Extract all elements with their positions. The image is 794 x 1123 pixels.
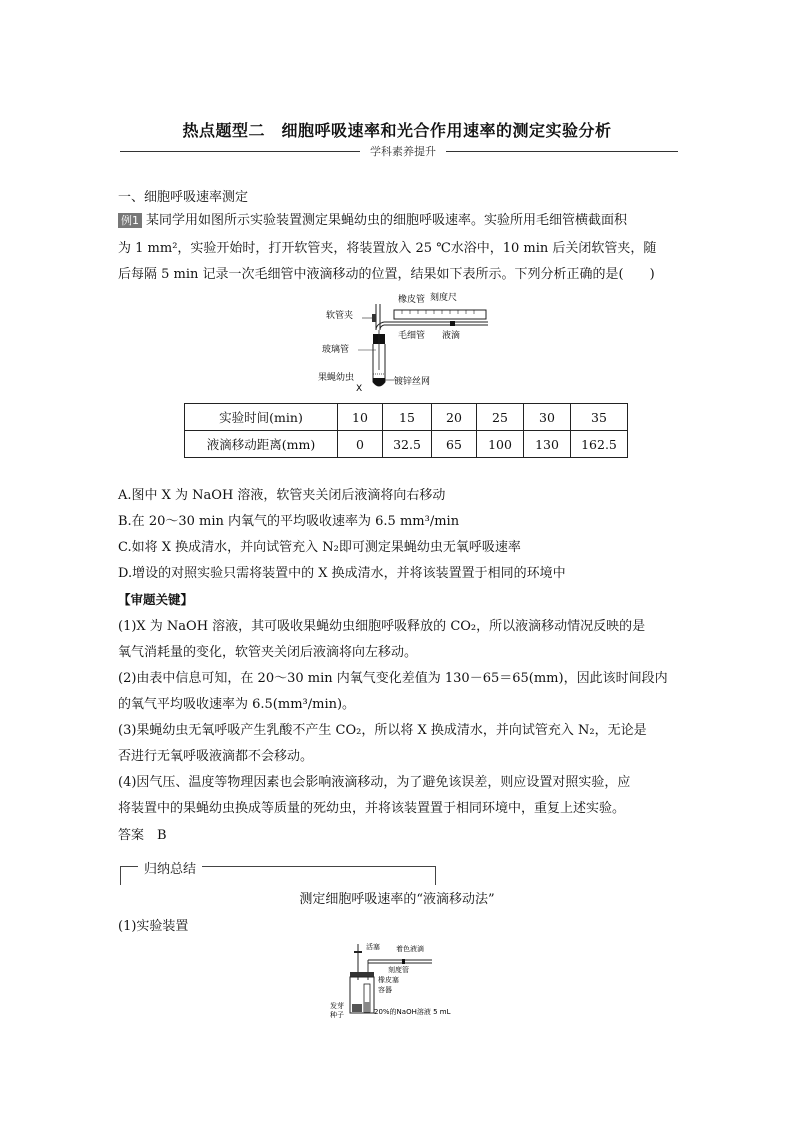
analysis-4b: 将装置中的果蝇幼虫换成等质量的死幼虫，并将该装置置于相同环境中，重复上述实验。 <box>118 801 626 816</box>
label-colored-drop: 着色液滴 <box>396 945 424 953</box>
apparatus-diagram <box>318 290 498 395</box>
table-row <box>185 404 628 431</box>
liquid-drop-apparatus <box>328 940 478 1022</box>
question-line-1: 某同学用如图所示实验装置测定果蝇幼虫的细胞呼吸速率。实验所用毛细管横截面积 <box>146 213 628 228</box>
table-cell: 10 <box>338 404 383 431</box>
droplet-mark <box>450 321 455 326</box>
label-rubber-stopper: 橡皮塞 <box>378 976 399 984</box>
label-capillary: 毛细管 <box>398 331 426 341</box>
key-title: 【审题关键】 <box>118 592 194 607</box>
table-cell: 65 <box>432 431 477 458</box>
table-cell: 100 <box>477 431 524 458</box>
table-row-label: 液滴移动距离(mm) <box>185 431 338 458</box>
clamp-shape <box>372 314 376 322</box>
table-cell: 32.5 <box>383 431 432 458</box>
summary-heading: 测定细胞呼吸速率的“液滴移动法” <box>299 892 495 907</box>
label-clamp: 软管夹 <box>326 311 354 321</box>
label-seeds-1: 发芽 <box>330 1002 344 1010</box>
table-cell: 20 <box>432 404 477 431</box>
label-stopcock: 活塞 <box>366 943 380 951</box>
rule-label: 学科素养提升 <box>360 143 446 159</box>
data-table <box>184 403 628 458</box>
table-cell: 30 <box>524 404 571 431</box>
analysis-3b: 否进行无氧呼吸液滴都不会移动。 <box>118 749 314 764</box>
analysis-4a: (4)因气压、温度等物理因素也会影响液滴移动，为了避免该误差，则应设置对照实验，应 <box>118 775 631 790</box>
summary-item-1: (1)实验装置 <box>118 919 189 934</box>
table-cell: 35 <box>571 404 628 431</box>
label-container: 容器 <box>378 986 392 994</box>
seeds-shape <box>352 1004 362 1012</box>
answer: 答案 B <box>118 828 167 843</box>
label-naoh: 20%的NaOH溶液 5 mL <box>374 1008 451 1016</box>
table-cell: 0 <box>338 431 383 458</box>
option-c: C.如将 X 换成清水，并向试管充入 N₂即可测定果蝇幼虫无氧呼吸速率 <box>118 540 521 555</box>
question-line-2: 为 1 mm²，实验开始时，打开软管夹，将装置放入 25 ℃水浴中，10 min 后关闭软管夹，随 <box>118 241 657 256</box>
analysis-3a: (3)果蝇幼虫无氧呼吸产生乳酸不产生 CO₂，所以将 X 换成清水，并向试管充入 N₂，无论是 <box>118 723 647 738</box>
question-line-3: 后每隔 5 min 记录一次毛细管中液滴移动的位置，结果如下表所示。下列分析正确的是( ) <box>118 267 655 282</box>
section-heading: 一、细胞呼吸速率测定 <box>118 190 249 205</box>
option-b: B.在 20～30 min 内氧气的平均吸收速率为 6.5 mm³/min <box>118 514 460 529</box>
example-badge: 例1 <box>118 213 142 228</box>
table-row-label: 实验时间(min) <box>185 404 338 431</box>
summary-label: 归纳总结 <box>138 858 202 877</box>
label-glass-tube: 玻璃管 <box>322 345 350 355</box>
table-cell: 25 <box>477 404 524 431</box>
table-cell: 162.5 <box>571 431 628 458</box>
label-larvae: 果蝇幼虫 <box>318 373 355 383</box>
label-seeds-2: 种子 <box>330 1011 344 1019</box>
analysis-1a: (1)X 为 NaOH 溶液，其可吸收果蝇幼虫细胞呼吸释放的 CO₂，所以液滴移动情况反映的是 <box>118 619 646 634</box>
analysis-1b: 氧气消耗量的变化，软管夹关闭后液滴将向左移动。 <box>118 645 418 660</box>
label-rubber-tube: 橡皮管 <box>398 295 426 305</box>
ruler-ticks <box>402 310 474 314</box>
option-d: D.增设的对照实验只需将装置中的 X 换成清水，并将该装置置于相同的环境中 <box>118 566 566 581</box>
table-cell: 130 <box>524 431 571 458</box>
analysis-2a: (2)由表中信息可知，在 20～30 min 内氧气变化差值为 130－65＝65(mm)，因此该时间段内 <box>118 671 668 686</box>
solution-x <box>373 378 385 386</box>
analysis-2b: 的氧气平均吸收速率为 6.5(mm³/min)。 <box>118 697 356 712</box>
rubber-stopper-shape <box>350 972 374 977</box>
page-title: 热点题型二 细胞呼吸速率和光合作用速率的测定实验分析 <box>182 121 612 140</box>
example-question <box>118 208 678 234</box>
label-x: X <box>356 384 363 394</box>
table-row <box>185 431 628 458</box>
ruler-shape <box>394 310 486 319</box>
label-mesh: 镀锌丝网 <box>394 377 431 387</box>
label-ruler: 刻度尺 <box>430 293 458 303</box>
colored-drop-shape <box>402 959 405 964</box>
table-cell: 15 <box>383 404 432 431</box>
label-droplet: 液滴 <box>442 331 461 341</box>
label-scale-tube: 刻度管 <box>388 966 409 974</box>
option-a: A.图中 X 为 NaOH 溶液，软管夹关闭后液滴将向右移动 <box>118 488 446 503</box>
